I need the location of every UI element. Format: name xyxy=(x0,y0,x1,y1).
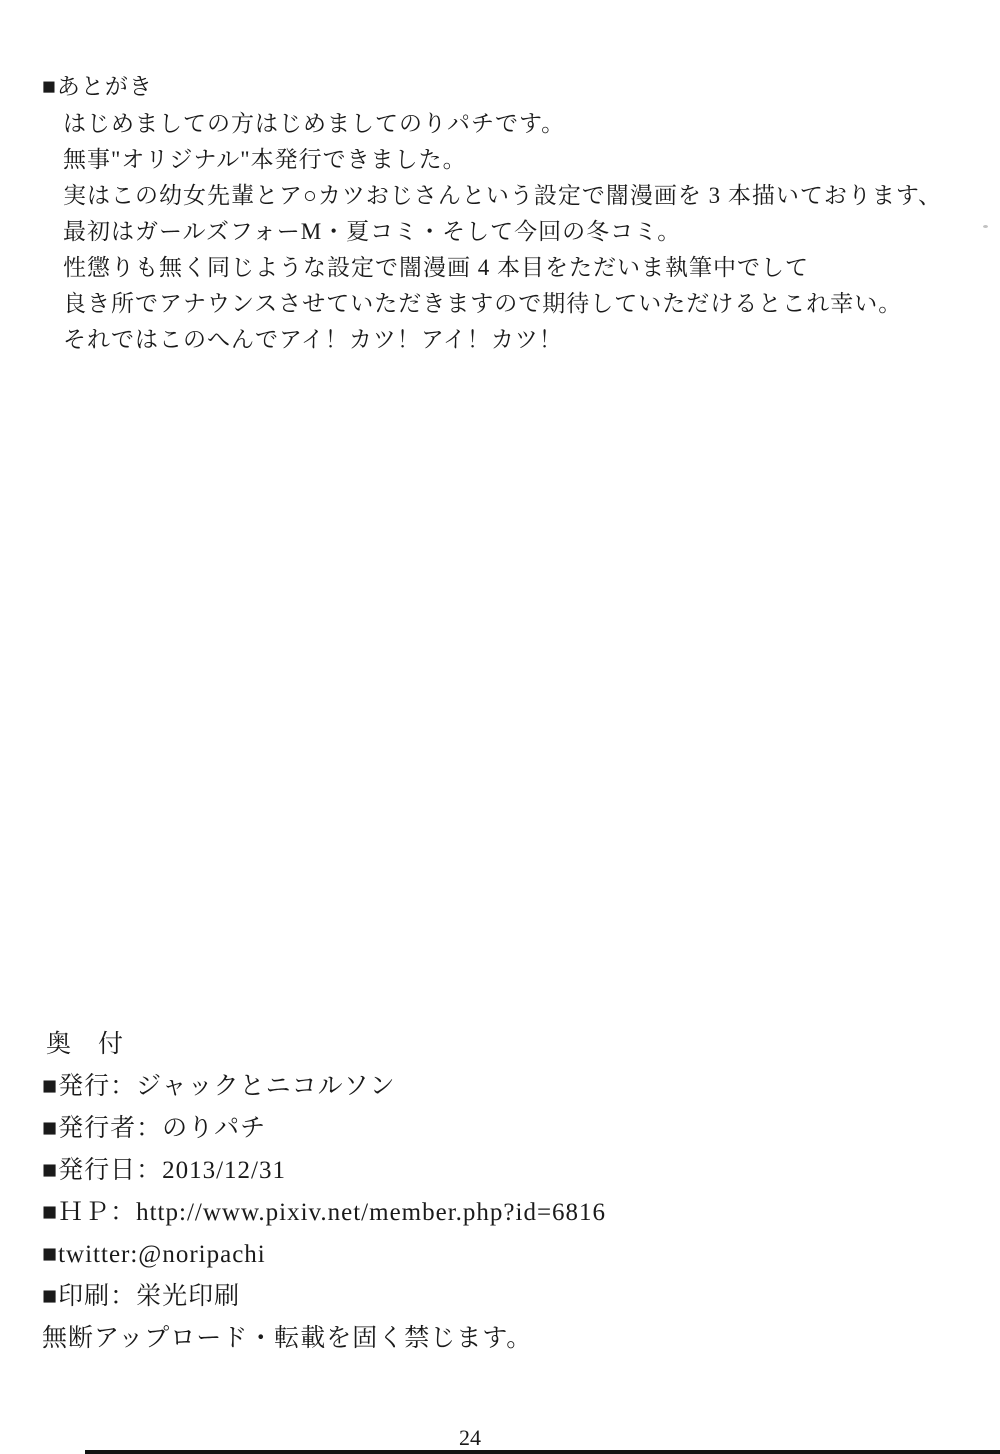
afterword-line: 良き所でアナウンスさせていただきますので期待していただけるとこれ幸い。 xyxy=(63,291,903,316)
colophon-twitter-line: ■twitter:@noripachi xyxy=(42,1241,266,1268)
colophon-notice-line: 無断アップロード・転載を固く禁じます。 xyxy=(42,1325,533,1352)
scan-edge-artifact xyxy=(85,1450,1000,1454)
colophon-section xyxy=(0,1024,1000,1360)
afterword-line: 最初はガールズフォーM・夏コミ・そして今回の冬コミ。 xyxy=(63,219,682,244)
afterword-line: 性懲りも無く同じような設定で闇漫画 4 本目をただいま執筆中でして xyxy=(63,255,809,280)
colophon-homepage-line: ■ＨＰ：http://www.pixiv.net/member.php?id=6816 xyxy=(42,1199,607,1226)
scan-speck xyxy=(983,225,988,228)
afterword-line: 実はこの幼女先輩とア○カツおじさんという設定で闇漫画を 3 本描いております、 xyxy=(63,183,943,208)
colophon-date-line: ■発行日：2013/12/31 xyxy=(42,1157,286,1184)
afterword-line: はじめましての方はじめましてのりパチです。 xyxy=(63,111,566,136)
page-number: 24 xyxy=(459,1425,481,1450)
colophon-printer-line: ■印刷：栄光印刷 xyxy=(42,1283,241,1310)
afterword-section xyxy=(0,68,1000,358)
afterword-line: 無事"オリジナル"本発行できました。 xyxy=(63,147,467,172)
afterword-heading: ■あとがき xyxy=(42,74,153,99)
colophon-publisher-line: ■発行：ジャックとニコルソン xyxy=(42,1073,396,1100)
colophon-author-line: ■発行者：のりパチ xyxy=(42,1115,267,1142)
colophon-title: 奥 付 xyxy=(46,1031,125,1058)
afterword-line: それではこのへんでアイ！カツ！アイ！カツ！ xyxy=(63,327,563,352)
